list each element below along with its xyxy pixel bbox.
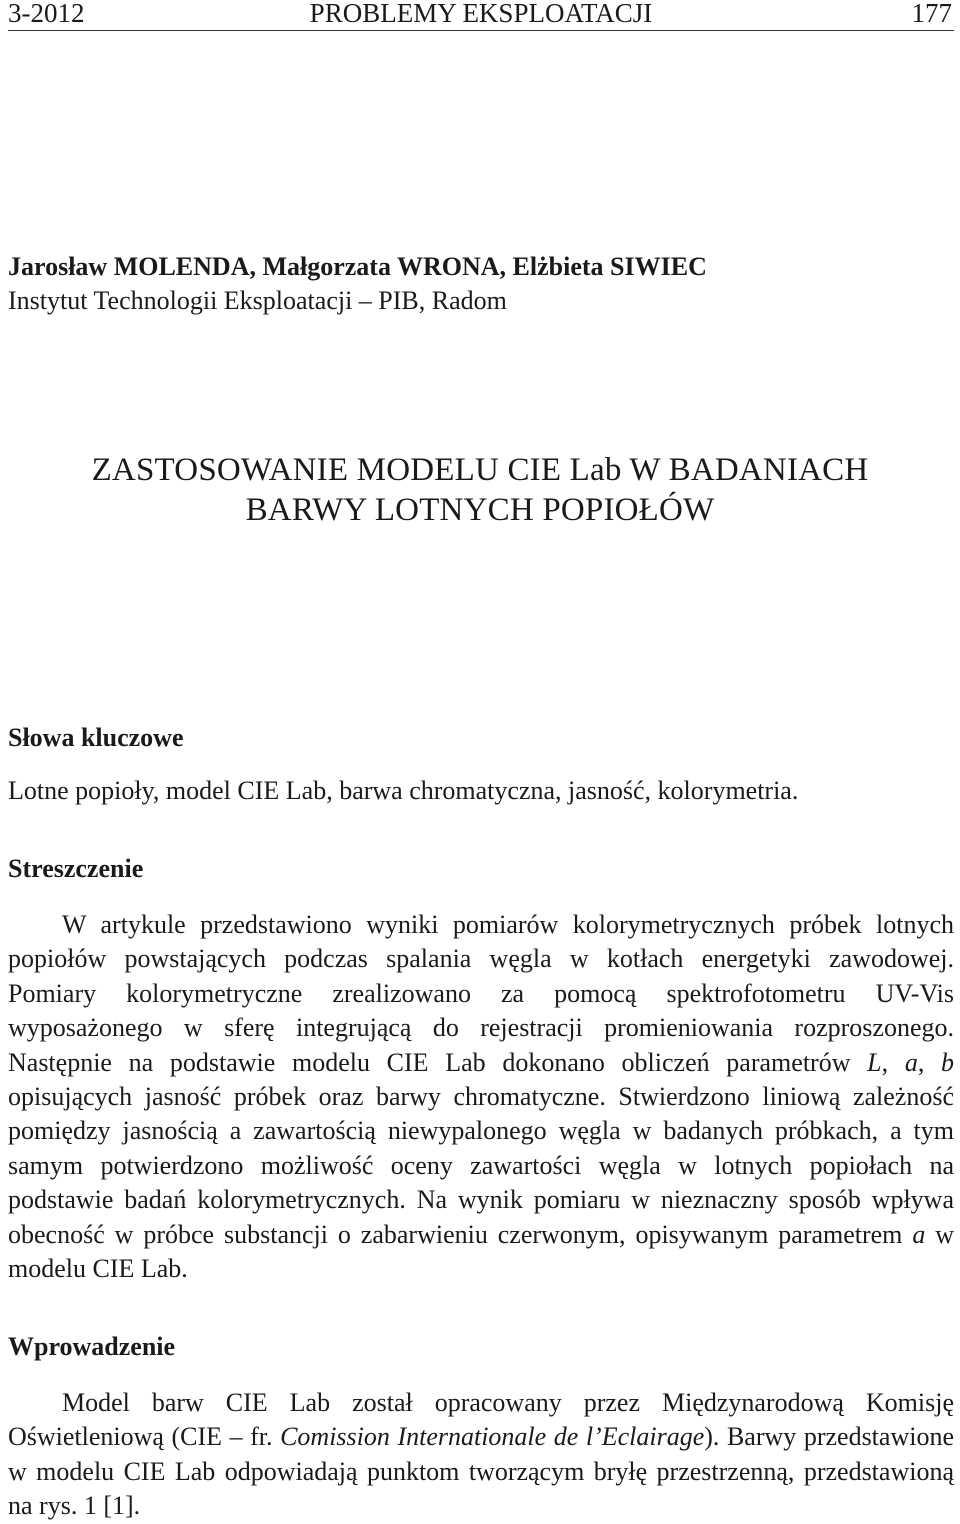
intro-text-1: Model barw CIE Lab został opracowany przez Międzynarodową Komisję Oświetleniową (CIE – fr. — [8, 1388, 954, 1452]
running-header — [8, 0, 954, 31]
abstract-separator-1: , — [881, 1047, 905, 1077]
article-title-line-1: ZASTOSOWANIE MODELU CIE Lab W BADANIACH — [91, 452, 869, 488]
param-l: L — [867, 1047, 882, 1077]
introduction-paragraph — [8, 1386, 954, 1524]
abstract-separator-2: , — [917, 1047, 942, 1077]
page-number: 177 — [911, 0, 952, 28]
param-b: b — [941, 1047, 955, 1077]
intro-text-2: ). Barwy przedstawione w modelu CIE Lab odpowiadają punktom tworzącym bryłę przestrzenną, przedstawioną na rys. 1 [1]. — [8, 1422, 954, 1521]
param-a: a — [904, 1047, 918, 1077]
param-a-second: a — [912, 1219, 926, 1249]
abstract-text-3: w modelu CIE Lab. — [8, 1219, 955, 1284]
issue-number: 3-2012 — [8, 0, 85, 28]
journal-name: PROBLEMY EKSPLOATACJI — [309, 0, 653, 28]
article-title-line-2: BARWY LOTNYCH POPIOŁÓW — [245, 492, 715, 528]
keywords-text: Lotne popioły, model CIE Lab, barwa chromatyczna, jasność, kolorymetria. — [8, 776, 799, 805]
commission-name: Comission Internationale de l’Eclairage — [280, 1422, 705, 1452]
keywords-heading: Słowa kluczowe — [8, 723, 184, 752]
authors: Jarosław MOLENDA, Małgorzata WRONA, Elżbieta SIWIEC — [8, 252, 707, 281]
abstract-heading: Streszczenie — [8, 854, 144, 883]
introduction-heading: Wprowadzenie — [8, 1332, 176, 1361]
abstract-text-2: opisujących jasność próbek oraz barwy chromatyczne. Stwierdzono liniową zależność pomiędzy jasnością a zawartością niewypalonego węgla w badanych próbkach, a tym samym potwierdzono możliwość oceny zawartości węgla w lotnych popiołach na podstawie badań kolorymetrycznych. Na wynik pomiaru w nieznaczny sposób wpływa obecność w próbce substancji o zabarwieniu czerwonym, opisywanym parametrem — [8, 1082, 954, 1249]
affiliation: Instytut Technologii Eksploatacji – PIB, Radom — [8, 286, 507, 315]
abstract-paragraph — [8, 908, 954, 1286]
abstract-text-1: W artykule przedstawiono wyniki pomiarów kolorymetrycznych próbek lotnych popiołów powstających podczas spalania węgla w kotłach energetyki zawodowej. Pomiary kolorymetryczne zrealizowano za pomocą spektrofotometru UV-Vis wyposażonego w sferę integrującą do rejestracji promieniowania rozproszonego. Następnie na podstawie modelu CIE Lab dokonano obliczeń parametrów — [8, 910, 954, 1077]
